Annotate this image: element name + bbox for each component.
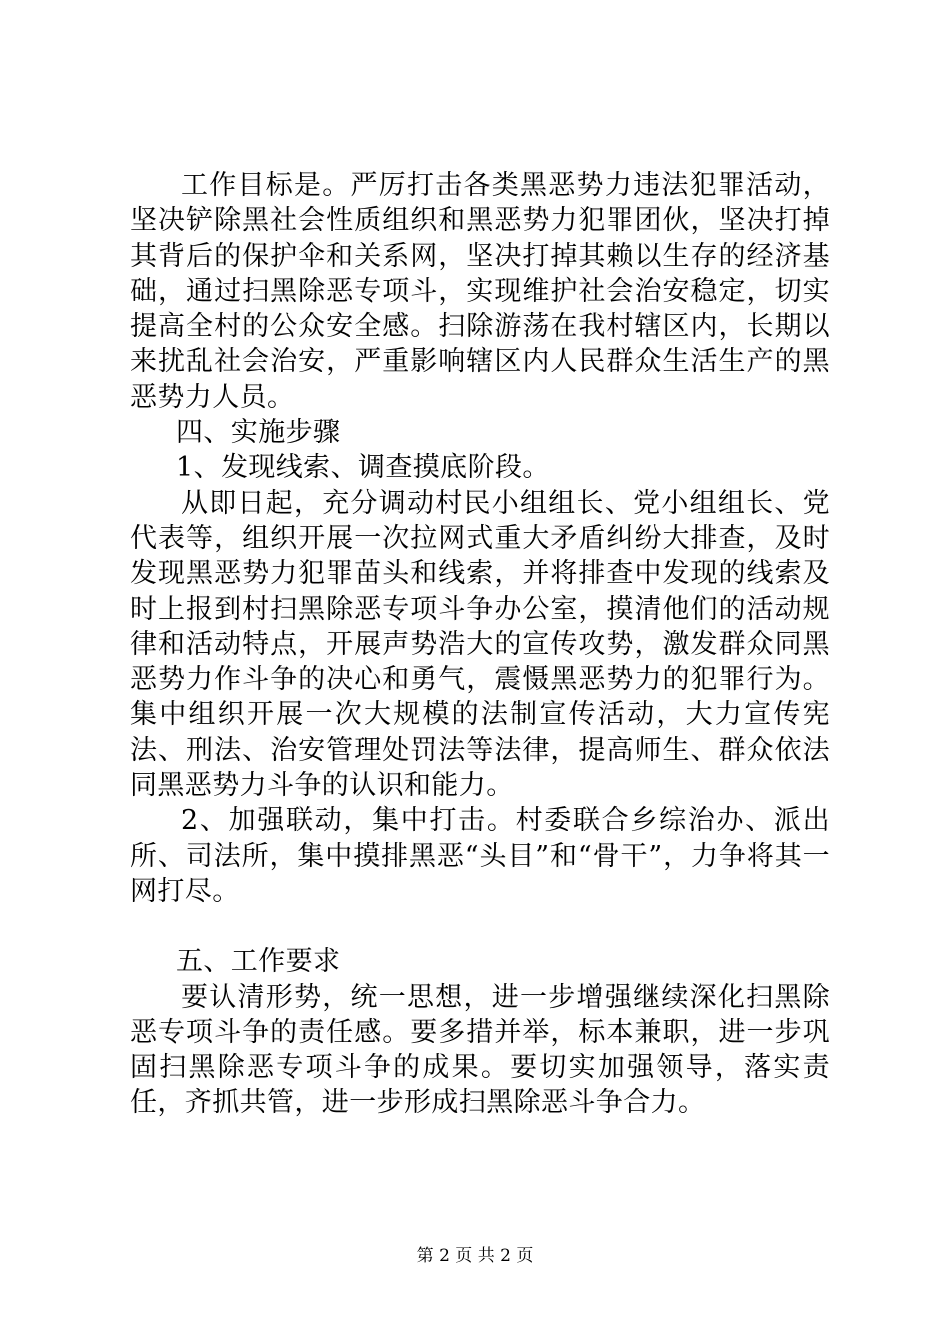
- goal-paragraph: 工作目标是。严厉打击各类黑恶势力违法犯罪活动，坚决铲除黑社会性质组织和黑恶势力犯罪团伙，坚决打掉其背后的保护伞和关系网，坚决打掉其赖以生存的经济基础，通过扫黑除恶专项斗，实现维护社会治安稳定，切实提高全村的公众安全感。扫除游荡在我村辖区内，长期以来扰乱社会治安，严重影响辖区内人民群众生活生产的黑恶势力人员。: [130, 170, 830, 413]
- document-body: [130, 168, 830, 1121]
- blank-line: [130, 909, 830, 944]
- requirements-paragraph: 要认清形势，统一思想，进一步增强继续深化扫黑除恶专项斗争的责任感。要多措并举，标本兼职，进一步巩固扫黑除恶专项斗争的成果。要切实加强领导，落实责任，齐抓共管，进一步形成扫黑除恶斗争合力。: [130, 981, 830, 1119]
- step-1-title: 1、发现线索、调查摸底阶段。: [176, 452, 550, 484]
- step-1-body: 从即日起，充分调动村民小组组长、党小组组长、党代表等，组织开展一次拉网式重大矛盾纠纷大排查，及时发现黑恶势力犯罪苗头和线索，并将排查中发现的线索及时上报到村扫黑除恶专项斗争办公室，摸清他们的活动规律和活动特点，开展声势浩大的宣传攻势，激发群众同黑恶势力作斗争的决心和勇气，震慑黑恶势力的犯罪行为。集中组织开展一次大规模的法制宣传活动，大力宣传宪法、刑法、治安管理处罚法等法律，提高师生、群众依法同黑恶势力斗争的认识和能力。: [130, 487, 830, 802]
- section-heading-work-requirements: 五、工作要求: [176, 946, 341, 978]
- page-footer: 第 2 页 共 2 页: [416, 1246, 534, 1266]
- section-heading-implementation-steps: 四、实施步骤: [176, 417, 341, 449]
- step-2-paragraph: 2、加强联动，集中打击。村委联合乡综治办、派出所、司法所，集中摸排黑恶“头目”和“骨干”，力争将其一网打尽。: [130, 805, 830, 907]
